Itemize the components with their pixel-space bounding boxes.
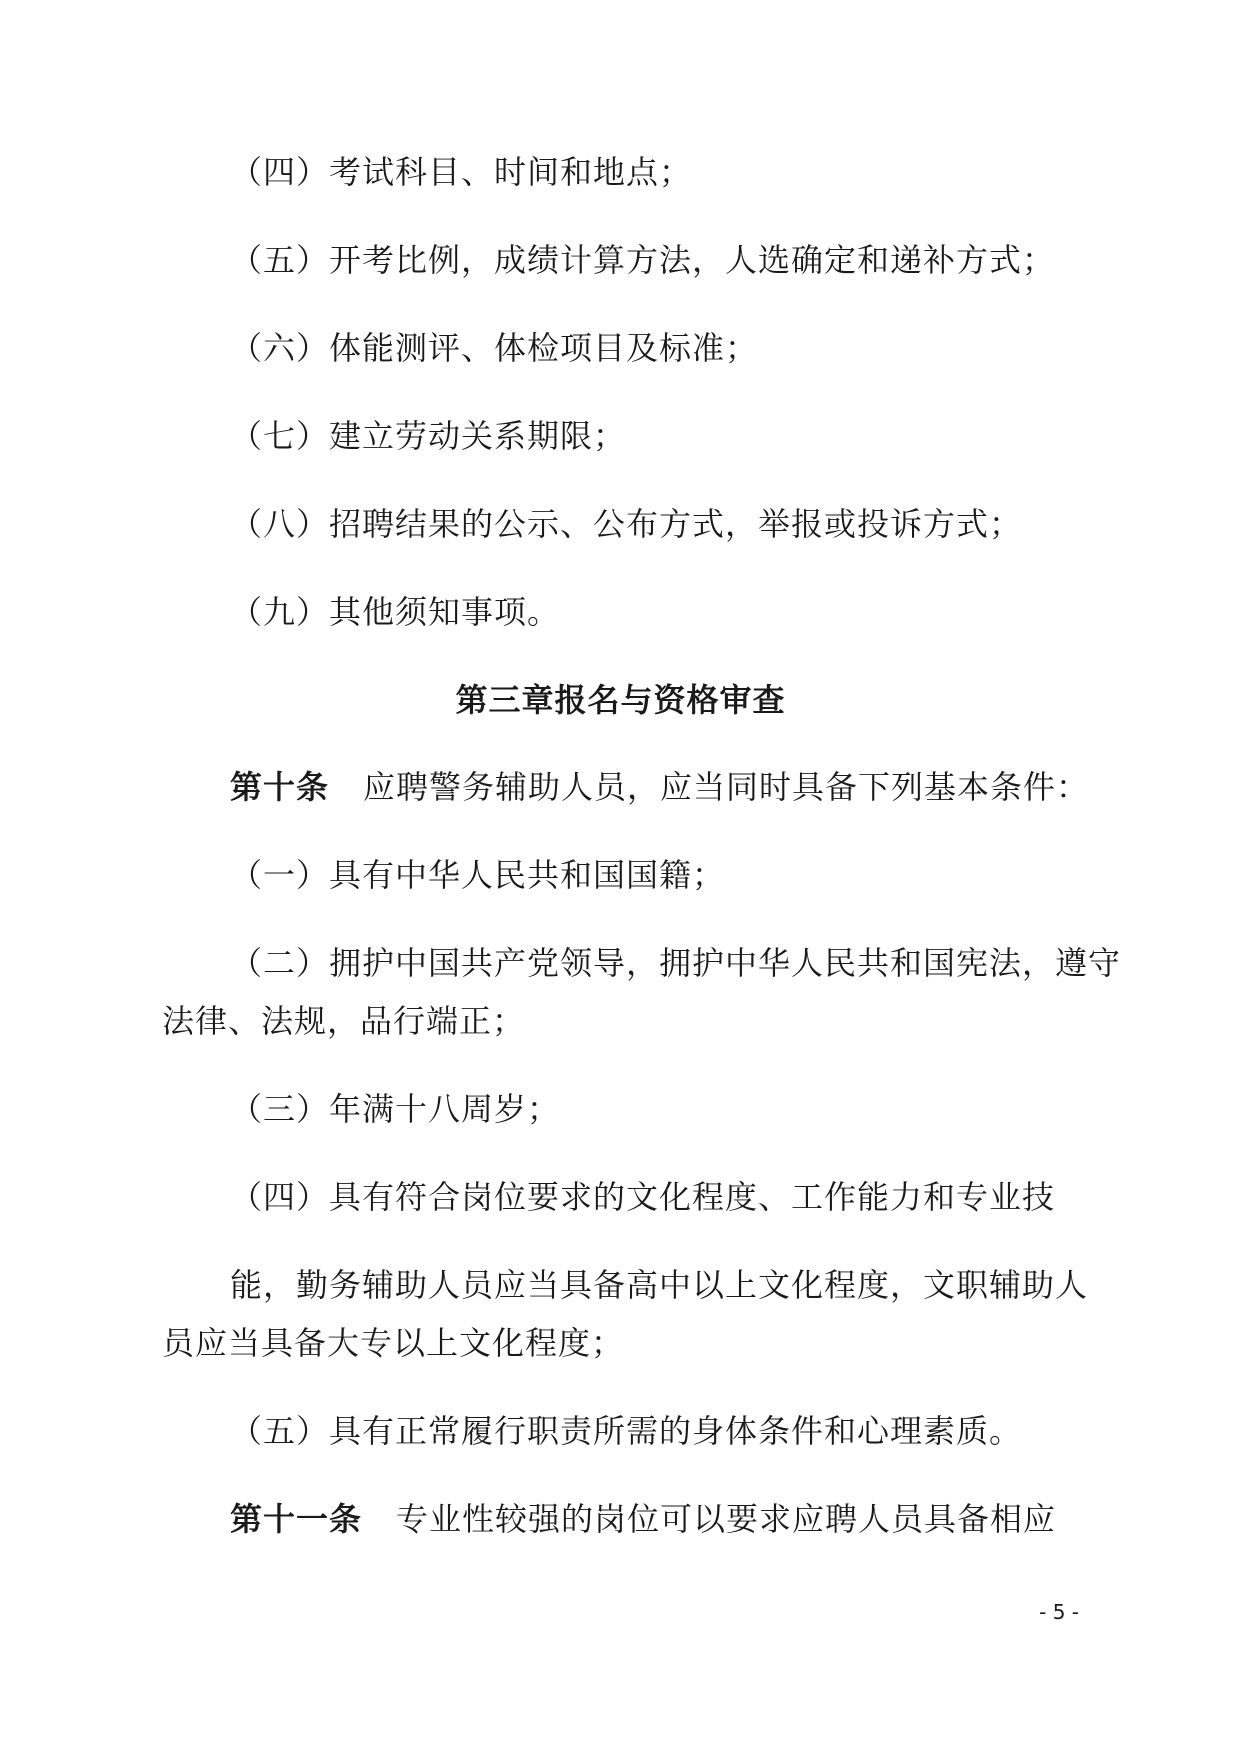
item-seven: （七）建立劳动关系期限； bbox=[230, 417, 627, 455]
article-10 bbox=[230, 767, 1089, 807]
article-11-text: 专业性较强的岗位可以要求应聘人员具备相应 bbox=[396, 1500, 1057, 1538]
article-11 bbox=[230, 1499, 1056, 1539]
page-number: - 5 - bbox=[1039, 1600, 1079, 1624]
condition-three: （三）年满十八周岁； bbox=[230, 1090, 561, 1128]
item-six: （六）体能测评、体检项目及标准； bbox=[230, 329, 759, 367]
item-five: （五）开考比例，成绩计算方法，人选确定和递补方式； bbox=[230, 241, 1056, 279]
item-eight: （八）招聘结果的公示、公布方式，举报或投诉方式； bbox=[230, 505, 1023, 543]
item-four: （四）考试科目、时间和地点； bbox=[230, 153, 693, 191]
condition-five: （五）具有正常履行职责所需的身体条件和心理素质。 bbox=[230, 1412, 1023, 1450]
condition-one: （一）具有中华人民共和国国籍； bbox=[230, 856, 726, 894]
condition-two-line1: （二）拥护中国共产党领导，拥护中华人民共和国宪法，遵守 bbox=[230, 944, 1122, 982]
article-11-label: 第十一条 bbox=[230, 1500, 363, 1538]
chapter-heading: 第三章报名与资格审查 bbox=[455, 681, 786, 719]
condition-four-line3: 员应当具备大专以上文化程度； bbox=[162, 1324, 625, 1362]
condition-two-line2: 法律、法规，品行端正； bbox=[162, 1002, 526, 1040]
article-10-label: 第十条 bbox=[230, 768, 330, 806]
item-nine: （九）其他须知事项。 bbox=[230, 593, 561, 631]
article-10-text: 应聘警务辅助人员，应当同时具备下列基本条件： bbox=[363, 768, 1090, 806]
condition-four-line1: （四）具有符合岗位要求的文化程度、工作能力和专业技 bbox=[230, 1178, 1056, 1216]
condition-four-line2: 能，勤务辅助人员应当具备高中以上文化程度，文职辅助人 bbox=[230, 1266, 1089, 1304]
